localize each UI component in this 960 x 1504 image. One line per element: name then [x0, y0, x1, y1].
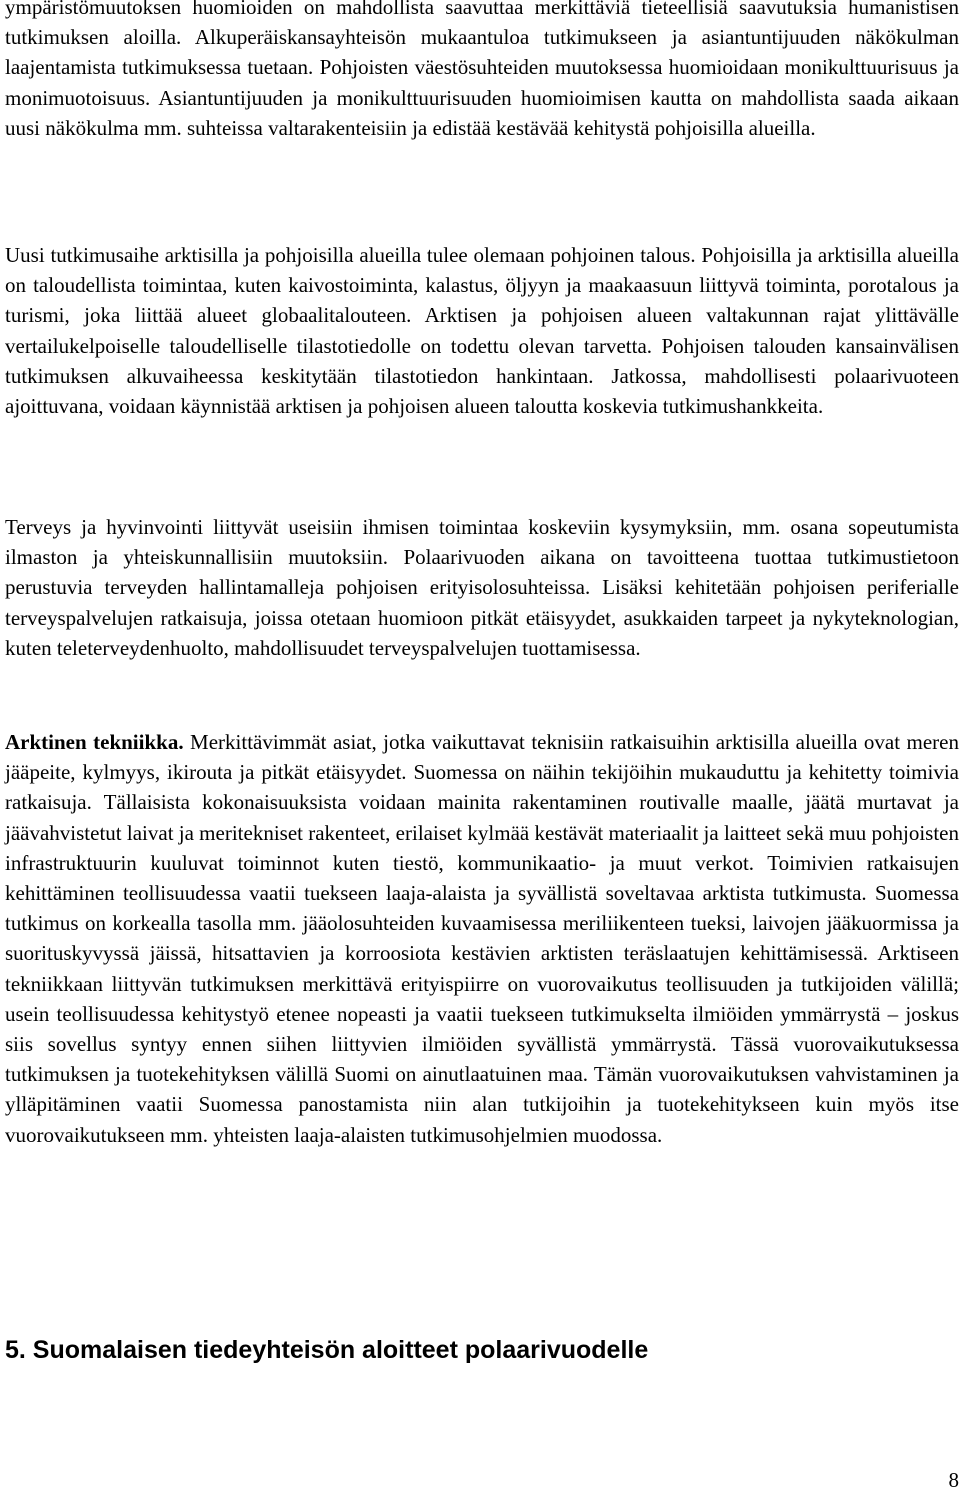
body-paragraph-4	[5, 727, 959, 1150]
body-paragraph-2: Uusi tutkimusaihe arktisilla ja pohjoisilla alueilla tulee olemaan pohjoinen talous. Pohjoisilla ja arktisilla alueilla on taloudellista toimintaa, kuten kaivostoiminta, kalastus, öljyyn ja maakaasuun liittyvä toiminta, porotalous ja turismi, joka liittää alueet globaalitalouteen. Arktisen ja pohjoisen alueen valtakunnan rajat ylittävälle vertailukelpoiselle taloudelliselle tilastotiedolle on todettu olevan tarvetta. Pohjoisen talouden kansainvälisen tutkimuksen alkuvaiheessa keskitytään tilastotiedon hankintaan. Jatkossa, mahdollisesti polaarivuoteen ajoittuvana, voidaan käynnistää arktisen ja pohjoisen alueen taloutta koskevia tutkimushankkeita.	[5, 243, 959, 419]
body-paragraph-1: ympäristömuutoksen huomioiden on mahdollista saavuttaa merkittäviä tieteellisiä saavutuksia humanistisen tutkimuksen aloilla. Alkuperäiskansayhteisön mukaantuloa tutkimukseen ja asiantuntijuuden näkökulman laajentamista tutkimuksessa tuetaan. Pohjoisten väestösuhteiden muutoksessa huomioidaan monikulttuurisuus ja monimuotoisuus. Asiantuntijuuden ja monikulttuurisuuden huomioimisen kautta on mahdollista saada aikaan uusi näkökulma mm. suhteissa valtarakenteisiin ja edistää kestävää kehitystä pohjoisilla alueilla.	[5, 0, 959, 140]
section-heading: 5. Suomalaisen tiedeyhteisön aloitteet polaarivuodelle	[5, 1336, 649, 1364]
paragraph-4-text: Merkittävimmät asiat, jotka vaikuttavat teknisiin ratkaisuihin arktisilla alueilla ovat meren jääpeite, kylmyys, ikirouta ja pitkät etäisyydet. Suomessa on näihin tekijöihin mukauduttu ja kehitetty toimivia ratkaisuja. Tällaisista kokonaisuuksista voidaan mainita rakentaminen routivalle maalle, jäätä murtavat ja jäävahvistetut laivat ja meritekniset rakenteet, erilaiset kylmää kestävät materiaalit ja laitteet sekä muu pohjoisten infrastruktuurin kuuluvat toiminnot kuten tiestö, kommunikaatio- ja muut verkot. Toimivien ratkaisujen kehittäminen teollisuudessa vaatii tuekseen laaja-alaista ja syvällistä soveltavaa arktista tutkimusta. Suomessa tutkimus on korkealla tasolla mm. jääolosuhteiden kuvaamisessa meriliikenteen tueksi, laivojen jääkuormissa ja suorituskyvyssä jäissä, hitsattavien ja korroosiota kestävien arktisten teräslaatujen kehittämisessä. Arktiseen tekniikkaan liittyvän tutkimuksen merkittävä erityispiirre on vuorovaikutus teollisuuden ja tutkijoiden välillä; usein teollisuudessa kehitystyö etenee nopeasti ja vaatii tuekseen tutkimukselta ilmiöiden ymmärrystä – joskus siis sovellus syntyy ennen siihen liittyvien ilmiöiden syvällistä ymmärrystä. Tässä vuorovaikutuksessa tutkimuksen ja tuotekehityksen välillä Suomi on ainutlaatuinen maa. Tämän vuorovaikutuksen vahvistaminen ja ylläpitäminen vaatii Suomessa panostamista niin alan tutkijoihin ja tuotekehitykseen kuin myös itse vuorovaikutukseen mm. yhteisten laaja-alaisten tutkimusohjelmien muodossa.	[5, 730, 959, 1147]
document-page	[5, 0, 959, 1504]
paragraph-lead-heading: Arktinen tekniikka.	[5, 730, 184, 754]
body-paragraph-3: Terveys ja hyvinvointi liittyvät useisiin ihmisen toimintaa koskeviin kysymyksiin, mm. osana sopeutumista ilmaston ja yhteiskunnallisiin muutoksiin. Polaarivuoden aikana on tavoitteena tuottaa tutkimustietoon perustuvia terveyden hallintamalleja pohjoisen erityisolosuhteissa. Lisäksi kehitetään pohjoisen periferialle terveyspalvelujen ratkaisuja, joissa otetaan huomioon pitkät etäisyydet, asukkaiden tarpeet ja nykyteknologian, kuten teleterveydenhuolto, mahdollisuudet terveyspalvelujen tuottamisessa.	[5, 515, 959, 660]
page-number: 8	[948, 1468, 959, 1492]
